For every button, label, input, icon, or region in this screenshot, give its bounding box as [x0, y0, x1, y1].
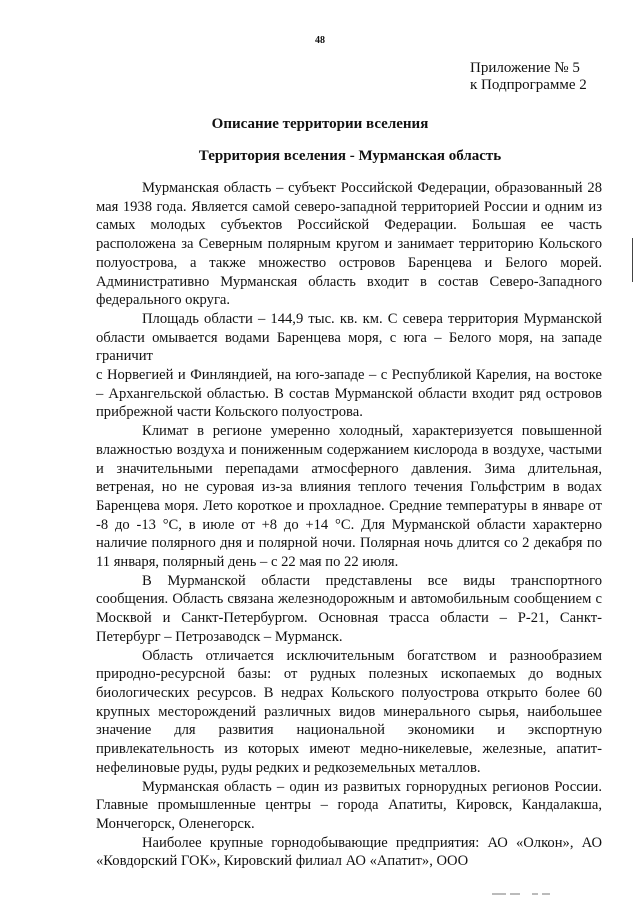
- body-text: [96, 179, 602, 871]
- scan-footer-smudge: [492, 893, 552, 897]
- paragraph-transport: В Мурманской области представлены все виды транспортного сообщения. Область связана железнодорожным и автомобильным сообщением с Москвой и Санкт-Петербургом. Основная трасса области – Р-21, Санкт-Петербург – Петрозаводск – Мурманск.: [96, 572, 602, 645]
- page-number: 48: [315, 35, 325, 46]
- scan-edge-mark: [632, 238, 633, 282]
- document-title: Описание территории вселения: [211, 116, 429, 132]
- paragraph-mining-region: Мурманская область – один из развитых горнорудных регионов России. Главные промышленные центры – города Апатиты, Кировск, Кандалакша, Мончегорск, Оленегорск.: [96, 778, 602, 832]
- document-subtitle: Территория вселения - Мурманская область: [198, 148, 502, 164]
- paragraph-borders: с Норвегией и Финляндией, на юго-западе – с Республикой Карелия, на востоке – Архангельской областью. В состав Мурманской области входит ряд островов прибрежной части Кольского полуострова.: [96, 367, 602, 421]
- appendix-line-2: к Подпрограмме 2: [470, 77, 587, 93]
- paragraph-area: Площадь области – 144,9 тыс. кв. км. С севера территория Мурманской области омывается водами Баренцева моря, с юга – Белого моря, на западе граничит: [96, 310, 602, 365]
- paragraph-resources: Область отличается исключительным богатством и разнообразием природно-ресурсной базы: от рудных полезных ископаемых до водных биологических ресурсов. В недрах Кольского полуострова открыто более 60 крупных месторождений различных видов минерального сырья, наибольшее значение для развития национальной экономики и экспортную привлекательность из которых имеют медно-никелевые, железные, апатит-нефелиновые руды, руды редких и редкоземельных металлов.: [96, 647, 602, 776]
- paragraph-climate: Климат в регионе умеренно холодный, характеризуется повышенной влажностью воздуха и пониженным содержанием кислорода в воздухе, частыми и значительными перепадами атмосферного давления. Зима длительная, ветреная, но не суровая из-за влияния теплого течения Гольфстрим в водах Баренцева моря. Лето короткое и прохладное. Средние температуры в январе от -8 до -13 °С, в июле от +8 до +14 °С. Для Мурманской области характерно наличие полярного дня и полярной ночи. Полярная ночь длится со 2 декабря по 11 января, полярный день – с 22 мая по 22 июля.: [96, 423, 602, 571]
- appendix-reference: [470, 60, 630, 94]
- paragraph-mining-companies: Наиболее крупные горнодобывающие предприятия: АО «Олкон», АО «Ковдорский ГОК», Кировский филиал АО «Апатит», ООО: [96, 834, 602, 870]
- paragraph-overview: Мурманская область – субъект Российской Федерации, образованный 28 мая 1938 года. Является самой северо-западной территорией России и одним из самых молодых субъектов Российской Федерации. Большая ее часть расположена за Северным полярным кругом и занимает территорию Кольского полуострова, а также множество островов Баренцева и Белого морей. Административно Мурманская область входит в состав Северо-Западного федерального округа.: [96, 180, 602, 309]
- appendix-line-1: Приложение № 5: [470, 60, 580, 76]
